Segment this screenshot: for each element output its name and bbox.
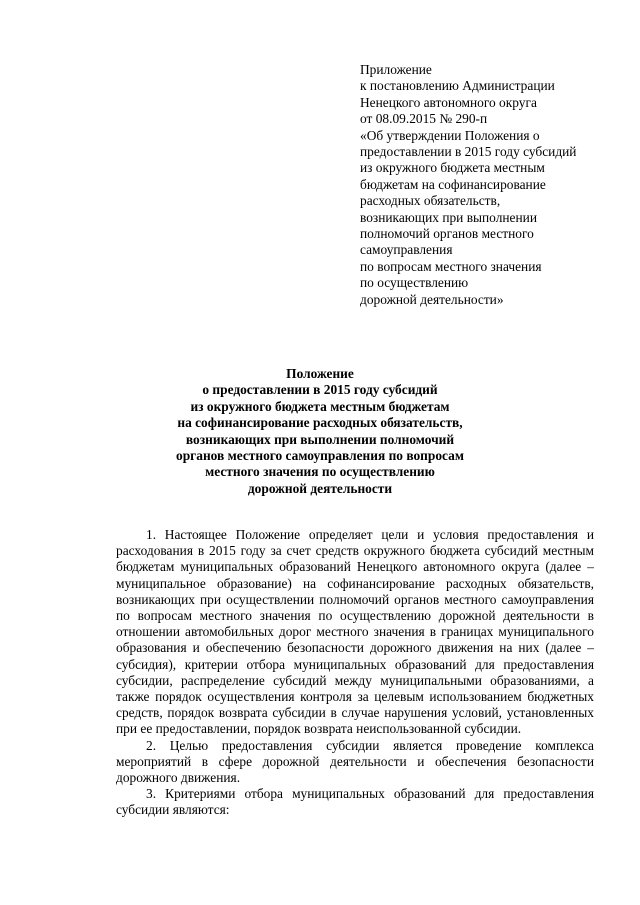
title-line: возникающих при выполнении полномочий — [185, 431, 455, 447]
appendix-line: Приложение — [360, 62, 432, 77]
paragraph-3: 3. Критериями отбора муниципальных образований для предоставления субсидии являются: — [116, 786, 594, 818]
appendix-line: по осуществлению — [360, 275, 469, 291]
appendix-line: к постановлению Администрации — [360, 78, 555, 94]
appendix-line: предоставлении в 2015 году субсидий — [360, 144, 577, 160]
appendix-line: расходных обязательств, — [360, 193, 501, 209]
document-body — [116, 527, 594, 819]
appendix-line: «Об утверждении Положения о — [360, 127, 540, 143]
paragraph-2: 2. Целью предоставления субсидии является проведение комплекса мероприятий в сфере дорожной деятельности и обеспечения безопасности дорожного движения. — [116, 737, 594, 786]
title-line: на софинансирование расходных обязательств, — [177, 415, 463, 431]
title-line: Положение — [286, 366, 354, 381]
title-line: органов местного самоуправления по вопросам — [176, 448, 464, 464]
document-title — [100, 366, 540, 497]
appendix-line: от 08.09.2015 № 290-п — [360, 111, 488, 127]
title-line: местного значения по осуществлению — [205, 464, 435, 480]
title-line: из окружного бюджета местным бюджетам — [190, 398, 450, 414]
appendix-line: по вопросам местного значения — [360, 258, 542, 274]
appendix-header — [360, 62, 620, 308]
appendix-line: из окружного бюджета местным — [360, 160, 545, 176]
appendix-line: полномочий органов местного — [360, 226, 534, 242]
paragraph-1: 1. Настоящее Положение определяет цели и условия предоставления и расходования в 2015 году за счет средств окружного бюджета субсидий местным бюджетам муниципальных образований Ненецкого автономного округа (далее – муниципальное образование) на софинансирование расходных обязательств, возникающих при осуществлении полномочий органов местного самоуправления по вопросам местного значения по осуществлению дорожной деятельности в отношении автомобильных дорог местного значения в границах муниципального образования и обеспечению безопасности дорожного движения на них (далее – субсидия), критерии отбора муниципальных образований для предоставления субсидии, распределение субсидий между муниципальными образованиями, а также порядок осуществления контроля за целевым использованием бюджетных средств, порядок возврата субсидии в случае нарушения условий, установленных при ее предоставлении, порядок возврата неиспользованной субсидии. — [116, 527, 594, 737]
appendix-line: Ненецкого автономного округа — [360, 94, 537, 110]
title-line: о предоставлении в 2015 году субсидий — [202, 382, 438, 398]
appendix-line: бюджетам на софинансирование — [360, 176, 546, 192]
appendix-line: самоуправления — [360, 242, 453, 258]
appendix-line: возникающих при выполнении — [360, 209, 537, 225]
title-line: дорожной деятельности — [247, 480, 393, 496]
appendix-line: дорожной деятельности» — [360, 291, 504, 307]
